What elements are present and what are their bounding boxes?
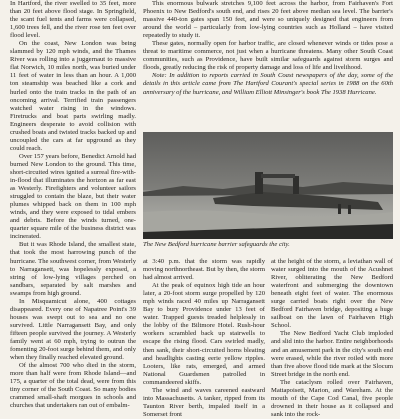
- paragraph: In Hartford, the river swelled to 35 feet, more than 20 feet above flood stage. In Springfield, the scant fuel tents and farms were collapsed, 1,600 trees fell, and the river rose ten feet over flood level.: [10, 0, 136, 40]
- paragraph: The cataclysm rolled over Fairhaven, Mattapoisett, Marion, and Wareham. At the mouth of the Cape Cod Canal, five people drowned in their house as it collapsed and sank into the rock-: [271, 378, 393, 418]
- paragraph: Of the almost 700 who died in the storm, more than half were from Rhode Island—and 175, a quarter of the total dead, were from this tiny corner of the South Coast. So many bodies crammed small-shaft morgues in schools and churches that undertakers ran out of embalm-: [10, 362, 136, 410]
- paragraph: These gates, normally open for harbor traffic, are closed whenever winds or tides pose a threat to maritime commerce, not just when a hurricane threatens. Many other South Coast communities, such as Providence, have built similar safeguards against storm surges and floods, greatly reducing the risk of property damage and loss of life and livelihood.: [143, 40, 393, 72]
- paragraph: The New Bedford Yacht Club imploded and slid into the harbor. Entire neighborhoods and an amusement park in the city's south end were erased, while the river roiled with more than five above flood tide mark at the Slocum Street bridge in the north end.: [271, 330, 393, 378]
- right-article-column: [271, 258, 393, 419]
- paragraph: On the coast, New London was being slammed by 120 mph winds, and the Thames River was rolling into a juggernaut to massive flat Norwich, 10 miles north, was buried under 11 feet of water in less than an hour. A 1,000 ton steamship was beached like a cork and hurled onto the train tracks in the path of an oncoming arrival. Terrified train passengers watched water rising in the windows. Firetrucks and boat parts swirling madly. Engineers desperate to avoid collision with crushed boats and twisted tracks backed up and uncoupled the cars at far upground as they could reach.: [10, 40, 136, 152]
- paragraph: In Misquamicut alone, 400 cottages disappeared. Every one of Napatree Point's 39 houses was swept out to sea and no one survived. Little Narragansett Bay, and only fifteen people survived the journey. A Westerly family went at 60 mph, trying to outrun the fomenting 20-foot surge behind them, and only when they finally reached elevated ground.: [10, 297, 136, 362]
- paragraph: at 3:40 p.m. that the storm was rapidly moving northnortheast. But by then, the storm had almost arrived.: [143, 258, 265, 282]
- paragraph: The wind and waves careened eastward into Massachusetts. A tanker, ripped from its Taunton River berth, impaled itself in a Somerset front: [143, 386, 265, 418]
- right-article-column-top: [143, 0, 393, 97]
- hurricane-barrier-photo: [143, 132, 393, 239]
- paragraph: Over 157 years before, Benedict Arnold had burned New London to the ground. This time, short-circuited wires ignited a surreal fire-with-in-flood that illuminates the horizon as far east as Westerly. Firefighters and volunteer sailors struggled to contain the blaze, but their water plumes whipped back on them in 100 mph winds, and they were exposed to tidal embers and debris. Before the winds turned, one-quarter square mile of the business district was incinerated.: [10, 152, 136, 241]
- paragraph: This enormous bulwark stretches 9,100 feet across the harbor, from Fairhaven's Fort Phoenix to New Bedford's south end, and rises 20 feet above median sea level. The barrier's massive 440-ton gates span 150 feet, and were so uniquely designed that engineers from around the world – particularly from low-lying countries such as Holland – have visited repeatedly to study it.: [143, 0, 393, 40]
- left-article-column: [10, 0, 136, 410]
- paragraph: at the height of the storm, a leviathan wall of water surged into the mouth of the Acushnet River, obliterating the New Bedford waterfront and submerging the downtown beneath eight feet of water. The enormous surge carried boats right over the New Bedford Fairhaven bridge, depositing a huge sailboat on the lawn of Fairhaven High School.: [271, 258, 393, 330]
- photo-caption: The New Bedford hurricane barrier safeguards the city.: [143, 241, 290, 248]
- paragraph: At the peak of equinox high tide an hour later, a 20-foot storm surge propelled by 120 mph winds raced 40 miles up Narragansett Bay to bury Providence under 13 feet of water. Trapped guests treaded helplessly in the lobby of the Biltmore Hotel. Rush-hour workers scrambled back up stairwells to escape the rising flood. Cars swirled madly, then sank, their short-circuited horns bleating and headlights casting eerie yellow ripples. Looters, like rats, emerged, and armed National Guardsmen patrolled in commandeered skiffs.: [143, 282, 265, 386]
- middle-article-column: [143, 258, 265, 419]
- paragraph: But it was Rhode Island, the smallest state, that took the most harrowing punch of the hurricane. The southwest corner, from Westerly to Narragansett, was hopelessly exposed, a string of low-lying villages perched on sandbars, separated by salt marshes and swamps from high ground.: [10, 241, 136, 297]
- paragraph: Note: In addition to reports carried in South Coast newspapers of the day, some of the details in this article came from The Hartford Courant's special series in 1988 on the 60th anniversary of the hurricane, and William Elliott Minsinger's book The 1938 Hurricane.: [143, 72, 393, 96]
